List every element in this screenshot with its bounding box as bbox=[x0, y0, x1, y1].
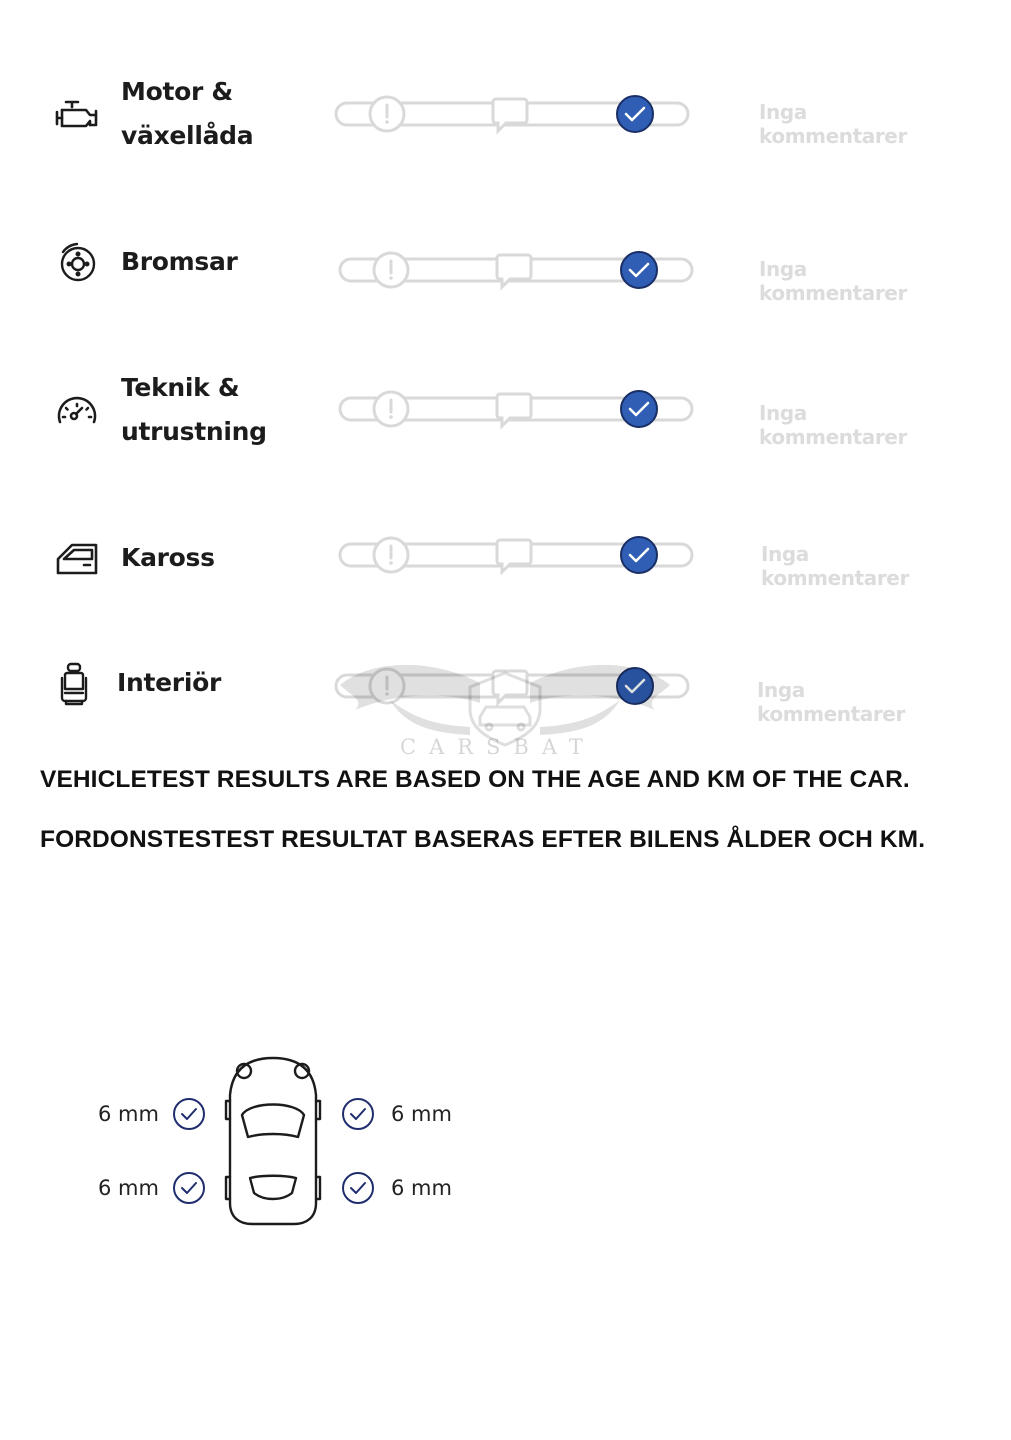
category-label: Teknik & utrustning bbox=[121, 373, 267, 446]
disclaimer-english: VEHICLETEST RESULTS ARE BASED ON THE AGE AND KM OF THE CAR. bbox=[40, 766, 910, 793]
category-label: Motor & växellåda bbox=[121, 77, 254, 150]
speedometer-icon bbox=[52, 386, 102, 436]
tire-rear-left-check-icon bbox=[172, 1171, 206, 1205]
comment-text: Inga kommentarer bbox=[761, 542, 909, 590]
watermark-text: CARSBAT bbox=[400, 735, 596, 759]
comment-text: Inga kommentarer bbox=[759, 257, 907, 305]
comment-text: Inga kommentarer bbox=[757, 678, 905, 726]
car-seat-icon bbox=[52, 660, 102, 710]
tire-front-right-check-icon bbox=[341, 1097, 375, 1131]
tire-rear-right-depth: 6 mm bbox=[391, 1176, 452, 1200]
brake-disc-icon bbox=[52, 238, 102, 288]
tire-front-right-depth: 6 mm bbox=[391, 1102, 452, 1126]
comment-text: Inga kommentarer bbox=[759, 401, 907, 449]
tire-front-left-depth: 6 mm bbox=[98, 1102, 159, 1126]
status-track bbox=[338, 534, 694, 574]
watermark-logo bbox=[330, 655, 680, 765]
tire-rear-right-check-icon bbox=[341, 1171, 375, 1205]
car-door-icon bbox=[52, 534, 102, 584]
engine-icon bbox=[52, 90, 102, 140]
tire-rear-left-depth: 6 mm bbox=[98, 1176, 159, 1200]
category-label: Kaross bbox=[121, 543, 215, 572]
status-track bbox=[338, 388, 694, 428]
disclaimer-swedish: FORDONSTESTEST RESULTAT BASERAS EFTER BILENS ÅLDER OCH KM. bbox=[40, 826, 926, 853]
status-track bbox=[338, 249, 694, 289]
comment-text: Inga kommentarer bbox=[759, 100, 907, 148]
category-label: Bromsar bbox=[121, 247, 238, 276]
car-top-view-icon bbox=[222, 1055, 324, 1227]
category-label: Interiör bbox=[117, 668, 222, 697]
tire-front-left-check-icon bbox=[172, 1097, 206, 1131]
status-track bbox=[334, 93, 690, 133]
